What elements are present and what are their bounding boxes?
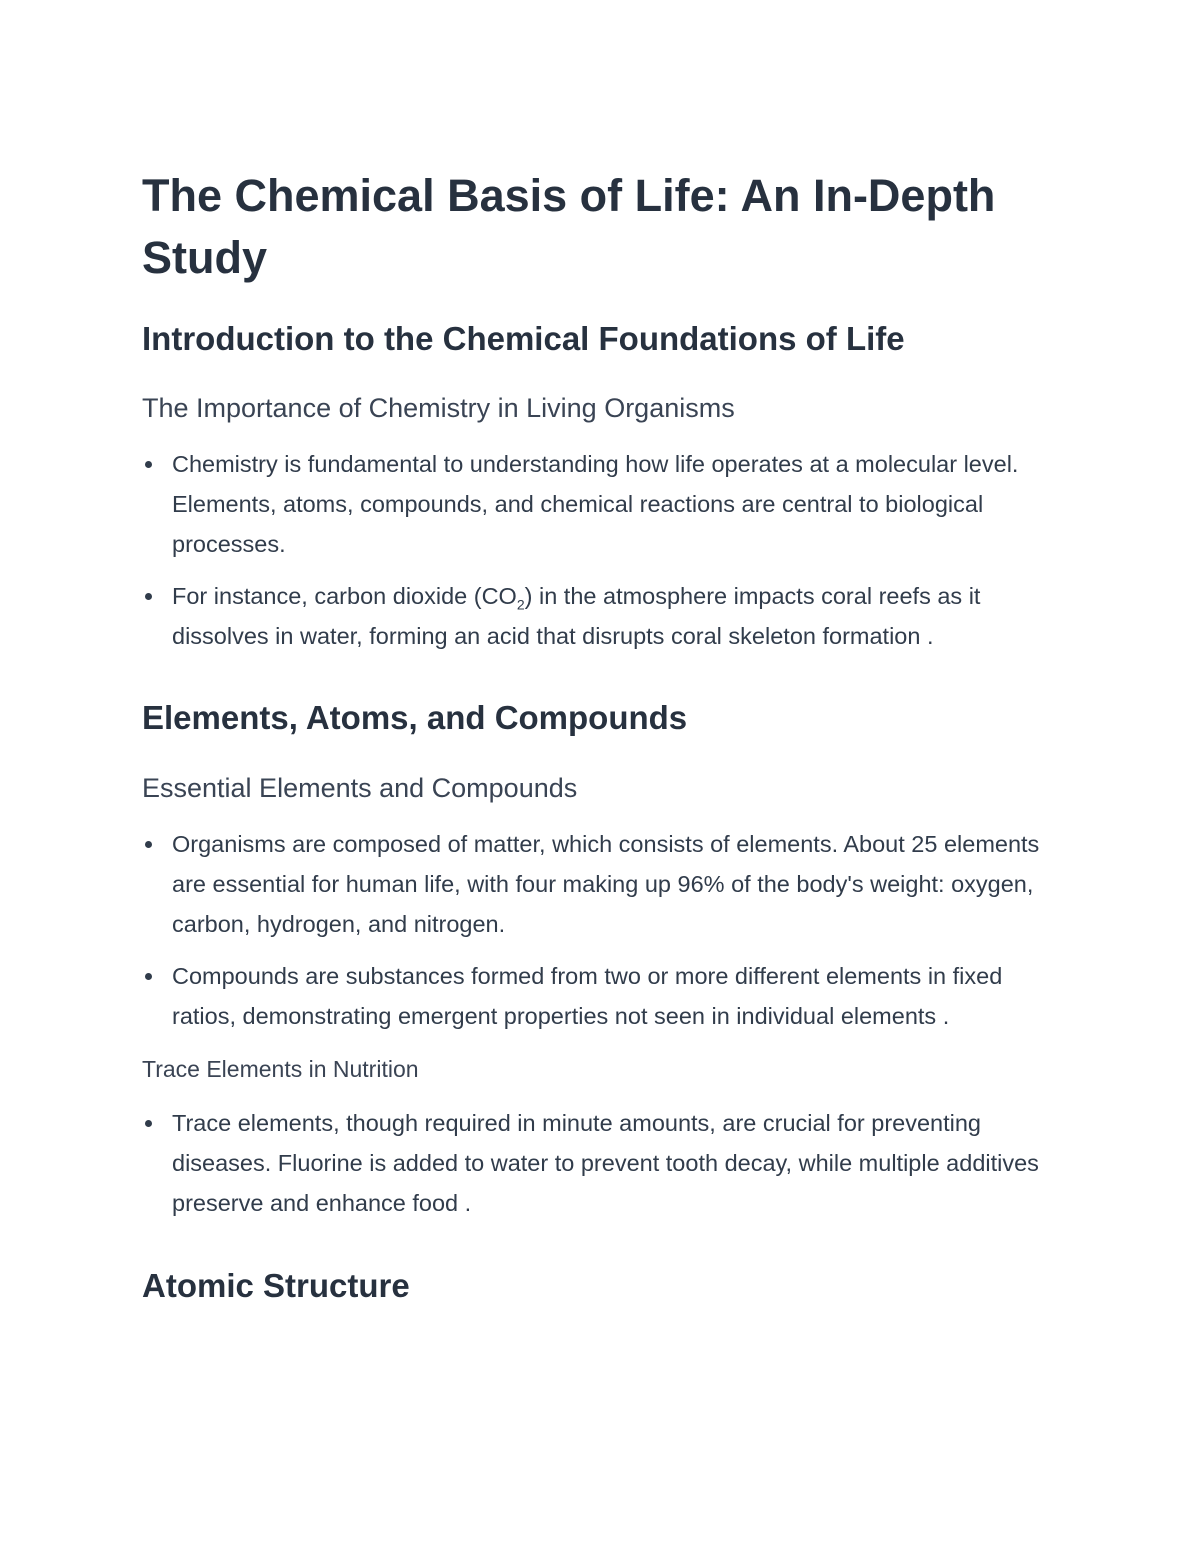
list-item	[142, 576, 1072, 656]
subheading-trace-elements: Trace Elements in Nutrition	[142, 1056, 419, 1082]
section-heading-atomic-structure: Atomic Structure	[142, 1267, 410, 1304]
bullet-icon	[145, 841, 152, 848]
subheading-essential-elements: Essential Elements and Compounds	[142, 773, 578, 803]
list-item	[142, 444, 1072, 564]
list-item	[142, 956, 1072, 1036]
subscript: 2	[516, 596, 525, 613]
bullet-icon	[145, 973, 152, 980]
list-item-text: Organisms are composed of matter, which consists of elements. About 25 elements are essential for human life, with four making up 96% of the body's weight: oxygen, carbon, hydrogen, and nitrogen.	[172, 831, 1040, 937]
document-title: The Chemical Basis of Life: An In-Depth Study	[142, 170, 996, 283]
section-heading-elements-atoms-compounds: Elements, Atoms, and Compounds	[142, 699, 688, 736]
bullet-icon	[145, 1120, 152, 1127]
list-item-text: Trace elements, though required in minute amounts, are crucial for preventing diseases. Fluorine is added to water to prevent tooth decay, while multiple additives preserve and enhance food .	[172, 1110, 1039, 1216]
bullet-list-elements	[142, 824, 1072, 1036]
bullet-list-trace-elements	[142, 1103, 1072, 1223]
bullet-icon	[145, 593, 152, 600]
list-item-text: Chemistry is fundamental to understanding how life operates at a molecular level. Elements, atoms, compounds, and chemical reactions are central to biological processes.	[172, 451, 1019, 557]
subheading-importance-of-chemistry: The Importance of Chemistry in Living Organisms	[142, 393, 735, 423]
section-heading-introduction: Introduction to the Chemical Foundations of Life	[142, 320, 905, 357]
bullet-icon	[145, 461, 152, 468]
list-item	[142, 1103, 1072, 1223]
list-item	[142, 824, 1072, 944]
document-page	[142, 165, 1072, 1306]
list-item-text: For instance, carbon dioxide $(CO_2)$ in the atmosphere impacts coral reefs as it dissolves in water, forming an acid that disrupts coral skeleton formation .	[172, 583, 981, 649]
bullet-list-introduction	[142, 444, 1072, 656]
list-item-text: Compounds are substances formed from two or more different elements in fixed ratios, demonstrating emergent properties not seen in individual elements .	[172, 963, 1003, 1029]
